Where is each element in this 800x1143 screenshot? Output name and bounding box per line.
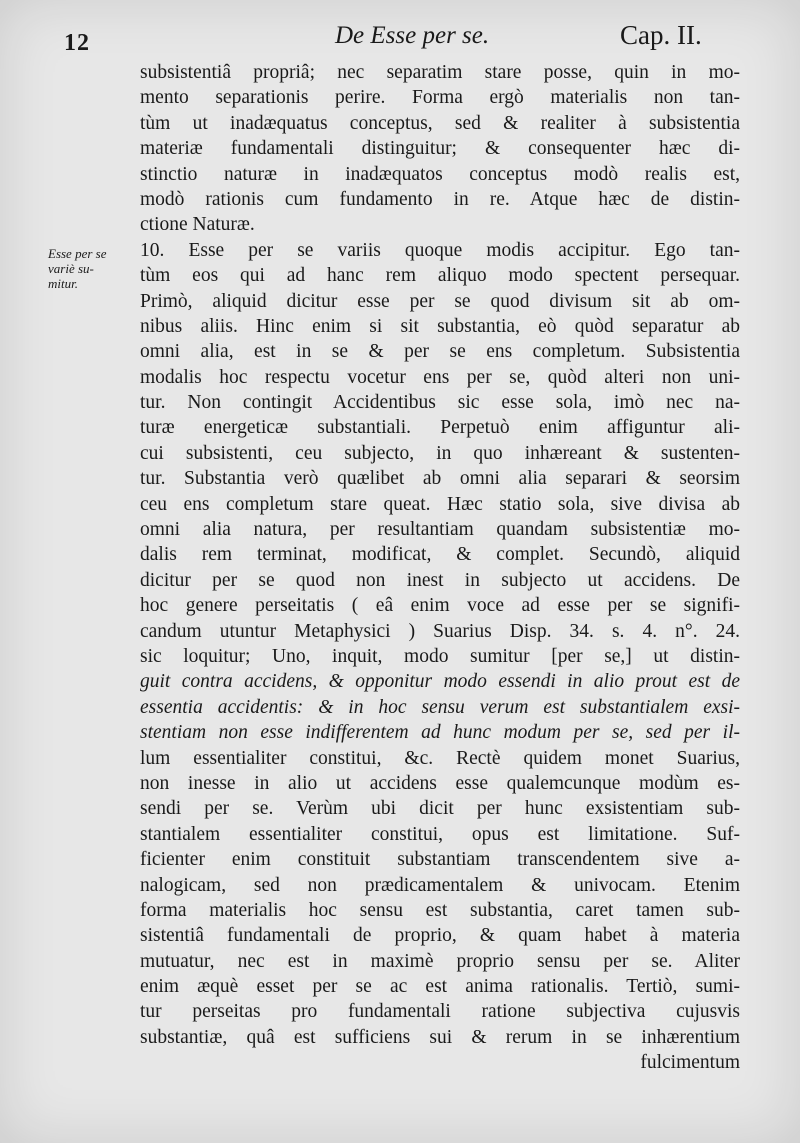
text-line: mutuatur, nec est in maximè proprio sensu per se. Aliter bbox=[140, 950, 740, 972]
text-line: stentiam non esse indifferentem ad hunc modum per se, sed per il- bbox=[140, 722, 740, 744]
text-line: tur. Non contingit Accidentibus sic esse sola, imò nec na- bbox=[140, 392, 740, 414]
text-line: sic loquitur; Uno, inquit, modo sumitur [per se,] ut distin- bbox=[140, 645, 740, 667]
text-line: materiæ fundamentali distinguitur; & consequenter hæc di- bbox=[140, 138, 740, 160]
text-line: turæ energeticæ substantiali. Perpetuò enim affiguntur ali- bbox=[140, 417, 740, 439]
text-line: dicitur per se quod non inest in subjecto ut accidens. De bbox=[140, 569, 740, 591]
page-number: 12 bbox=[64, 30, 90, 56]
text-line: nalogicam, sed non prædicamentalem & univocam. Etenim bbox=[140, 874, 740, 896]
text-line: sistentiâ fundamentali de proprio, & quam habet à materia bbox=[140, 925, 740, 947]
text-line: essentia accidentis: & in hoc sensu verum est substantialem exsi- bbox=[140, 696, 740, 718]
text-line: guit contra accidens, & opponitur modo essendi in alio prout est de bbox=[140, 671, 740, 693]
text-line: hoc genere perseitatis ( eâ enim voce ad esse per se signifi- bbox=[140, 595, 740, 617]
margin-note-line: variè su- bbox=[48, 261, 94, 276]
text-line: tur. Substantia verò quælibet ab omni alia separari & seorsim bbox=[140, 468, 740, 490]
text-line: fulcimentum bbox=[640, 1052, 740, 1074]
text-line: mento separationis perire. Forma ergò materialis non tan- bbox=[140, 87, 740, 109]
text-line: tùm eos qui ad hanc rem aliquo modo spectent persequar. bbox=[140, 265, 740, 287]
text-line: candum utuntur Metaphysici ) Suarius Disp. 34. s. 4. n°. 24. bbox=[140, 620, 740, 642]
body-text bbox=[140, 60, 740, 1076]
text-line: omni alia, est in se & per se ens completum. Subsistentia bbox=[140, 341, 740, 363]
text-line: ficienter enim constituit substantiam transcendentem sive a- bbox=[140, 849, 740, 871]
text-line: omni alia natura, per resultantiam quandam subsistentiæ mo- bbox=[140, 519, 740, 541]
text-line: sendi per se. Verùm ubi dicit per hunc exsistentiam sub- bbox=[140, 798, 740, 820]
text-line: dalis rem terminat, modificat, & complet. Secundò, aliquid bbox=[140, 544, 740, 566]
text-line: ctione Naturæ. bbox=[140, 214, 255, 236]
text-line: modò rationis cum fundamento in re. Atque hæc de distin- bbox=[140, 188, 740, 210]
running-title: De Esse per se. bbox=[335, 22, 490, 49]
text-line: ceu ens completum stare queat. Hæc statio sola, sive divisa ab bbox=[140, 493, 740, 515]
text-line: modalis hoc respectu vocetur ens per se, quòd alteri non uni- bbox=[140, 366, 740, 388]
text-line: stinctio naturæ in inadæquatos conceptus modò realis est, bbox=[140, 163, 740, 185]
text-line: stantialem essentialiter constitui, opus est limitatione. Suf- bbox=[140, 823, 740, 845]
text-line: enim æquè esset per se ac est anima rationalis. Tertiò, sumi- bbox=[140, 976, 740, 998]
chapter-label: Cap. II. bbox=[620, 20, 702, 50]
text-line: subsistentiâ propriâ; nec separatim stare posse, quin in mo- bbox=[140, 62, 740, 83]
text-line: substantiæ, quâ est sufficiens sui & rerum in se inhærentium bbox=[140, 1026, 740, 1048]
page-header bbox=[0, 18, 800, 58]
margin-note-line: mitur. bbox=[48, 276, 78, 291]
text-line: Primò, aliquid dicitur esse per se quod divisum sit ab om- bbox=[140, 290, 740, 312]
text-line: forma materialis hoc sensu est substantia, caret tamen sub- bbox=[140, 899, 740, 921]
text-line: nibus aliis. Hinc enim si sit substantia, eò quòd separatur ab bbox=[140, 315, 740, 337]
margin-note bbox=[48, 246, 126, 291]
text-line: tur perseitas pro fundamentali ratione subjectiva cujusvis bbox=[140, 1001, 740, 1023]
text-line: tùm ut inadæquatus conceptus, sed & realiter à subsistentia bbox=[140, 112, 740, 134]
text-line: lum essentialiter constitui, &c. Rectè quidem monet Suarius, bbox=[140, 747, 740, 769]
text-line: cui subsistenti, ceu subjecto, in quo inhæreant & sustenten- bbox=[140, 442, 740, 464]
text-line: 10. Esse per se variis quoque modis accipitur. Ego tan- bbox=[140, 239, 740, 261]
text-line: non inesse in alio ut accidens esse qualemcunque modùm es- bbox=[140, 772, 740, 794]
margin-note-line: Esse per se bbox=[48, 246, 107, 261]
